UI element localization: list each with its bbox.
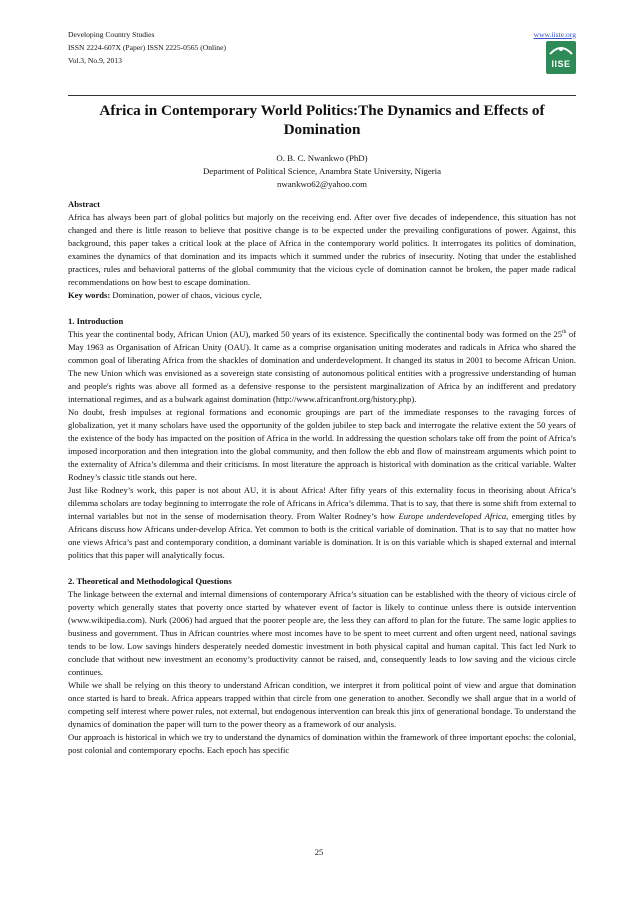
intro-p3-text-a: Just like Rodney’s work, this paper is not about AU, it is about Africa! After fifty years of this externality focus in theorising about Africa’s dilemma scholars are today beginning to interrogate the role of Africans in Africa’s dilemma. That is to say, that there is some shift from external to internal variables but not in the sense of modernisation theory. From Walter Rodney’s how [68,485,576,521]
intro-p3-book-title: Europe underdeveloped Africa [398,511,507,521]
author-block [68,152,576,191]
journal-issn: ISSN 2224-607X (Paper) ISSN 2225-0565 (Online) [68,43,226,52]
intro-p1-text-b: of May 1963 as Organisation of African Unity (OAU). It came as a comprise organisation uniting moderates and radicals in Africa who shared the common goal of liberating Africa from the shackles of domination and underdevelopment. It changed its status in 2001 to become African Union. The new Union which was envisioned as a sovereign state consisting of autonomous political entities with a progressive understanding of human and people's rights was above all formed as a defensive response to the persistent marginalization of Africa by an indifferent and predatory international regimes, and as a bulwark against domination (http://www.africanfront.org/history.php). [68,329,576,404]
introduction-paragraph-3 [68,484,576,562]
keywords-text: Domination, power of chaos, vicious cycle, [110,290,262,300]
section2-heading: 2. Theoretical and Methodological Questions [68,576,232,586]
introduction-heading: 1. Introduction [68,316,124,326]
page-number: 25 [314,847,324,857]
header-divider [68,95,576,96]
journal-volume: Vol.3, No.9, 2013 [68,56,122,65]
abstract-heading: Abstract [68,199,100,209]
keywords-line [68,289,576,302]
author-name: O. B. C. Nwankwo (PhD) [276,153,368,163]
spacer [68,562,576,575]
journal-site-link[interactable]: www.iiste.org [533,30,576,39]
section2-paragraph-1: The linkage between the external and internal dimensions of contemporary Africa’s situation can be established with the theory of vicious circle of poverty which generally states that poverty once started by whatever event of factor is likely to continue unless there is outside intervention (www.wikipedia.com). Nurk (2006) had argued that the poorer people are, the less they can afford to plan for the future. The same logic applies to business and government. Thus in African countries where most incomes have to be spent to meet current and often urgent need, national savings tends to be low. Low savings hinders desperately needed domestic investment in both physical capital and human capital. This fact led Nurk to conclude that without new investment an economy’s productivity cannot be raised, and, consequently leads to low saving and the vicious circle continues. [68,589,576,677]
abstract-text: Africa has always been part of global politics but majorly on the receiving end. After over five decades of independence, this situation has not changed and there is little reason to believe that positive change is to be expected under the prevailing configurations of power. Against, this background, this paper takes a critical look at the place of Africa in the contemporary world politics. It interrogates its politics of domination, examines the dynamics of that domination and its impacts which it summed under the rubrics of insecurity. Noting that under the established practices, rules and behavioral patterns of the global community that the vicious cycle of domination cannot be broken, the paper made radical recommendations on how best to escape domination. [68,212,576,287]
logo-text: IISE [551,59,571,69]
introduction-paragraph-1 [68,328,576,406]
intro-p1-text-a: This year the continental body, African Union (AU), marked 50 years of its existence. Specifically the continental body was formed on the 25 [68,329,563,339]
paper-title: Africa in Contemporary World Politics:The Dynamics and Effects of Domination [99,102,545,138]
section2-paragraph-3: Our approach is historical in which we try to understand the dynamics of domination within the framework of three important epochs: the colonial, post colonial and contemporary epochs. Each epoch has specific [68,732,576,755]
intro-p1-superscript: th [562,329,567,336]
keywords-label: Key words: [68,290,111,300]
author-affiliation: Department of Political Science, Anambra State University, Nigeria [202,166,442,176]
intro-p3-text-b: , emerging titles by Africans discuss how Africans under-develop Africa. Yet common to both is the critical variable of domination. That is to say that no matter how one views Africa’s past and contemporary condition, a dominant variable is domination. It is on this variable which is shaped external and internal politics that this paper will analytically focus. [68,511,576,560]
logo-swoosh-icon [546,44,576,57]
introduction-paragraph-2: No doubt, fresh impulses at regional formations and economic groupings are part of the immediate responses to the ravaging forces of globalization, yet it many scholars have used the opportunity of the golden jubilee to step back and interrogate the relative extent the 50 years of the existence of the body has impacted on the position of Africa in the world. In addressing the question scholars take off from the point of Africa’s imposed incorporation and then integration into the global community, and then follow the ebb and flow of mainstream arguments which point to the externality of Africa’s dilemma and their criticisms. In most literature the approach is historical with domination as the critical variable. Walter Rodney’s classic title stands out here. [68,407,576,482]
section2-paragraph-2: While we shall be relying on this theory to understand African condition, we interpret it from political point of view and argue that domination once started is hard to break. Africa appears trapped within that circle from one generation to another. Secondly we shall argue that in a world of competing self interest where power rules, not external, but endogenous intervention can break this jinx of generational bondage. To understand the dynamics of domination the paper will turn to the power theory as a framework of our analysis. [68,680,576,729]
journal-header [68,28,576,67]
iiste-logo [546,41,576,74]
spacer [68,302,576,315]
journal-name: Developing Country Studies [68,30,155,39]
paper-body [68,198,576,757]
author-email: nwankwo62@yahoo.com [277,179,367,189]
